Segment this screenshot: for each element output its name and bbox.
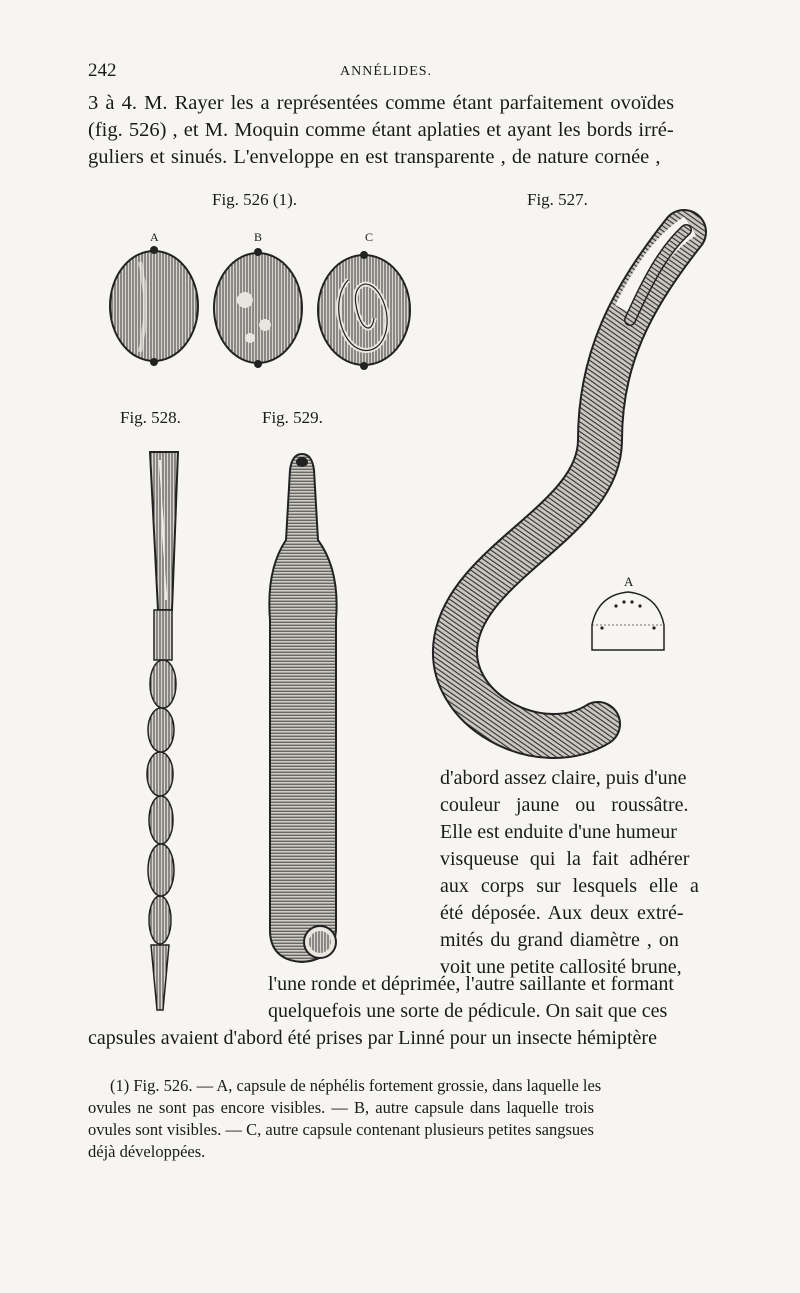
- capsule-b-drawing: [214, 248, 302, 368]
- leech-529-drawing: [269, 454, 336, 962]
- body-line-3: guliers et sinués. L'enveloppe en est transparente , de nature cornée ,: [88, 146, 661, 168]
- wrap-line-9: l'une ronde et déprimée, l'autre saillante et formant: [268, 973, 674, 995]
- footnote-line-4: déjà développées.: [88, 1142, 206, 1161]
- body-line-2: (fig. 526) , et M. Moquin comme étant aplaties et ayant les bords irré-: [88, 119, 674, 141]
- page-number: 242: [88, 60, 117, 81]
- wrap-line-4: visqueuse qui la fait adhérer: [440, 848, 690, 870]
- footnote-line-3: ovules sont visibles. — C, autre capsule contenant plusieurs petites sangsues: [88, 1120, 594, 1139]
- fig-528-caption: Fig. 528.: [120, 408, 181, 427]
- wrap-line-6: été déposée. Aux deux extré-: [440, 902, 684, 924]
- body-line-1: 3 à 4. M. Rayer les a représentées comme étant parfaitement ovoïdes: [88, 92, 675, 114]
- wrap-line-10: quelquefois une sorte de pédicule. On sait que ces: [268, 1000, 668, 1022]
- fig-527-caption: Fig. 527.: [527, 190, 588, 209]
- wrap-line-3: Elle est enduite d'une humeur: [440, 821, 677, 843]
- worm-528-drawing: [147, 452, 178, 1010]
- capsule-a-label: A: [150, 230, 159, 244]
- inset-a-drawing: [592, 592, 664, 650]
- wrap-line-1: d'abord assez claire, puis d'une: [440, 767, 687, 789]
- footnote-line-1: (1) Fig. 526. — A, capsule de néphélis fortement grossie, dans laquelle les: [110, 1076, 602, 1095]
- capsule-c-label: C: [365, 230, 374, 244]
- wrap-line-5: aux corps sur lesquels elle a: [440, 875, 699, 897]
- inset-a-label: A: [624, 574, 634, 589]
- fig-529-caption: Fig. 529.: [262, 408, 323, 427]
- wrap-line-11: capsules avaient d'abord été prises par Linné pour un insecte hémiptère: [88, 1027, 657, 1049]
- fig-526-caption: Fig. 526 (1).: [212, 190, 297, 209]
- capsule-a-drawing: [110, 246, 198, 366]
- running-head: ANNÉLIDES.: [340, 64, 433, 79]
- worm-527-drawing: [455, 226, 690, 736]
- footnote-line-2: ovules ne sont pas encore visibles. — B, autre capsule dans laquelle trois: [88, 1098, 595, 1117]
- wrap-line-8: voit une petite callosité brune,: [440, 956, 682, 978]
- capsule-b-label: B: [254, 230, 263, 244]
- wrap-line-2: couleur jaune ou roussâtre.: [440, 794, 689, 816]
- capsule-c-drawing: [318, 251, 410, 370]
- wrap-line-7: mités du grand diamètre , on: [440, 929, 679, 951]
